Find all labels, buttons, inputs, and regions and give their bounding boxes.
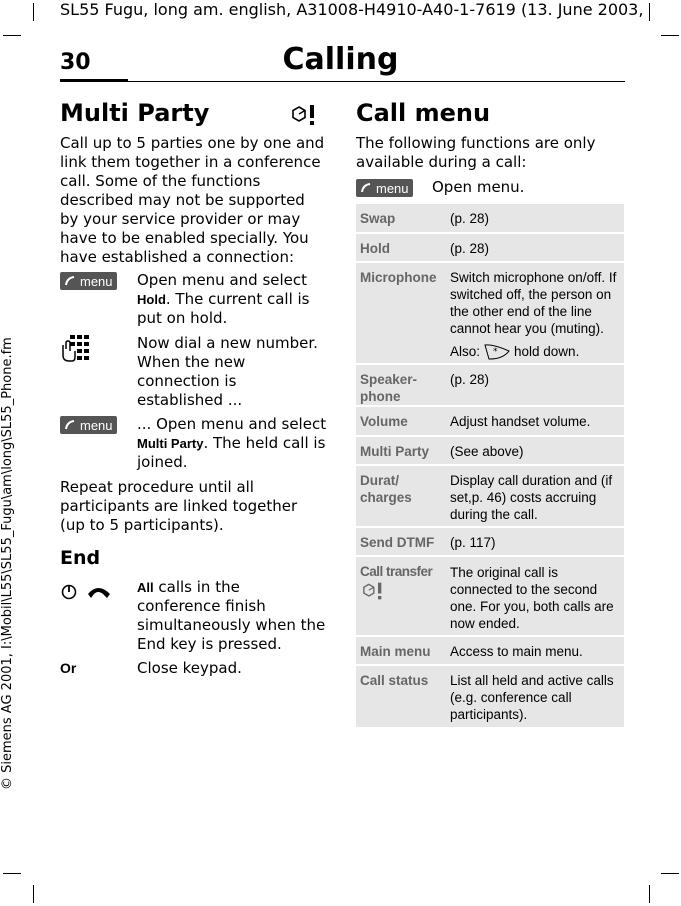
page-number: 30 (60, 50, 91, 75)
function-name: Speaker-phone (360, 372, 418, 404)
menu-key (60, 272, 117, 290)
crop-mark (649, 885, 650, 903)
menu-key-label: menu (376, 180, 409, 196)
function-name-text: Call transfer (360, 564, 433, 579)
function-name: Volume (360, 414, 408, 429)
step-text: . The current call is put on hold. (137, 290, 310, 327)
function-name: Call status (360, 673, 429, 688)
service-provider-icon (289, 103, 319, 127)
crop-mark (649, 3, 650, 21)
keyword-all: All (137, 580, 154, 595)
function-desc: (p. 28) (450, 211, 490, 226)
step-text: Open menu and select (137, 271, 308, 289)
phone-handset-icon (64, 419, 76, 431)
side-copyright: © Siemens AG 2001, I:\Mobil\L55\SL55_Fugu\am\long\SL55_Phone.fm (0, 337, 15, 790)
table-row (356, 407, 624, 435)
function-desc: Display call duration and (if set,p. 46) costs accruing during the call. (450, 473, 613, 522)
or-text: Close keypad. (137, 659, 242, 677)
menu-key (60, 416, 117, 434)
table-row (356, 437, 624, 464)
menu-key-label: menu (80, 417, 113, 433)
open-menu-text: Open menu. (432, 178, 525, 196)
end-key-icon (60, 580, 114, 606)
crop-mark (33, 885, 34, 903)
keyword-multi-party: Multi Party (137, 436, 204, 451)
multi-party-heading: Multi Party (60, 99, 210, 127)
svg-text:*: * (493, 347, 498, 357)
header-rule (60, 81, 625, 82)
function-name: Multi Party (360, 444, 430, 459)
function-desc: List all held and active calls (e.g. conference call participants). (450, 673, 614, 722)
star-key-icon (483, 341, 511, 361)
function-desc: (See above) (450, 444, 524, 459)
function-desc (450, 269, 618, 361)
table-row (356, 234, 624, 261)
keyword-or: Or (60, 660, 77, 676)
step-text: ... Open menu and select (137, 415, 327, 433)
call-menu-heading: Call menu (356, 99, 491, 127)
table-row (356, 557, 624, 635)
function-desc: (p. 28) (450, 241, 490, 256)
function-name: Microphone (360, 270, 437, 285)
menu-key (356, 179, 413, 197)
table-row (356, 365, 624, 405)
table-row (356, 466, 624, 526)
function-name: Durat/ charges (360, 473, 412, 505)
keyword-hold: Hold (137, 292, 166, 307)
function-name: Main menu (360, 644, 431, 659)
crop-mark (661, 35, 679, 36)
function-desc: Access to main menu. (450, 644, 583, 659)
crop-mark (3, 873, 21, 874)
table-row (356, 666, 624, 727)
also-line (450, 341, 618, 361)
step-dial: Now dial a new number. When the new connection is established ... (137, 334, 318, 409)
document-info-line: SL55 Fugu, long am. english, A31008-H4910-A40-1-7619 (13. June 2003, (60, 0, 644, 19)
step-text: . The held call is joined. (137, 434, 326, 471)
table-row (356, 263, 624, 363)
also-label: Also: (450, 343, 481, 359)
function-name: Send DTMF (360, 535, 435, 550)
function-desc: (p. 28) (450, 372, 490, 387)
function-desc-text: Switch microphone on/off. If switched off, the person on the other end of the line cannot hear you (muting). (450, 270, 617, 336)
function-name (360, 563, 444, 605)
repeat-text: Repeat procedure until all participants are linked together (up to 5 participants). (60, 478, 298, 534)
menu-key-label: menu (80, 273, 113, 289)
crop-mark (33, 3, 34, 21)
service-provider-icon (360, 581, 386, 601)
keypad-icon (60, 333, 92, 363)
function-desc: The original call is connected to the second one. For you, both calls are now ended. (450, 565, 614, 631)
table-row (356, 204, 624, 232)
function-name: Swap (360, 211, 396, 226)
crop-mark (3, 35, 21, 36)
phone-handset-icon (64, 275, 76, 287)
step-join (137, 415, 327, 472)
multi-party-intro: Call up to 5 parties one by one and link them together in a conference call. Some of the functions described may not be supported by your service provider or may have to be enabled specially. You have established a connection: (60, 134, 325, 266)
page-title: Calling (282, 42, 399, 77)
end-all-text (137, 578, 327, 654)
table-row (356, 528, 624, 555)
end-heading: End (60, 547, 101, 569)
end-text: calls in the conference finish simultaneously when the End key is pressed. (137, 578, 326, 653)
function-name: Hold (360, 241, 390, 256)
phone-handset-icon (360, 182, 372, 194)
function-desc: Adjust handset volume. (450, 414, 591, 429)
also-action: hold down. (514, 343, 580, 359)
call-menu-intro: The following functions are only available during a call: (356, 134, 596, 171)
crop-mark (661, 873, 679, 874)
function-desc: (p. 117) (450, 535, 496, 550)
step-hold (137, 271, 327, 328)
table-row (356, 637, 624, 664)
